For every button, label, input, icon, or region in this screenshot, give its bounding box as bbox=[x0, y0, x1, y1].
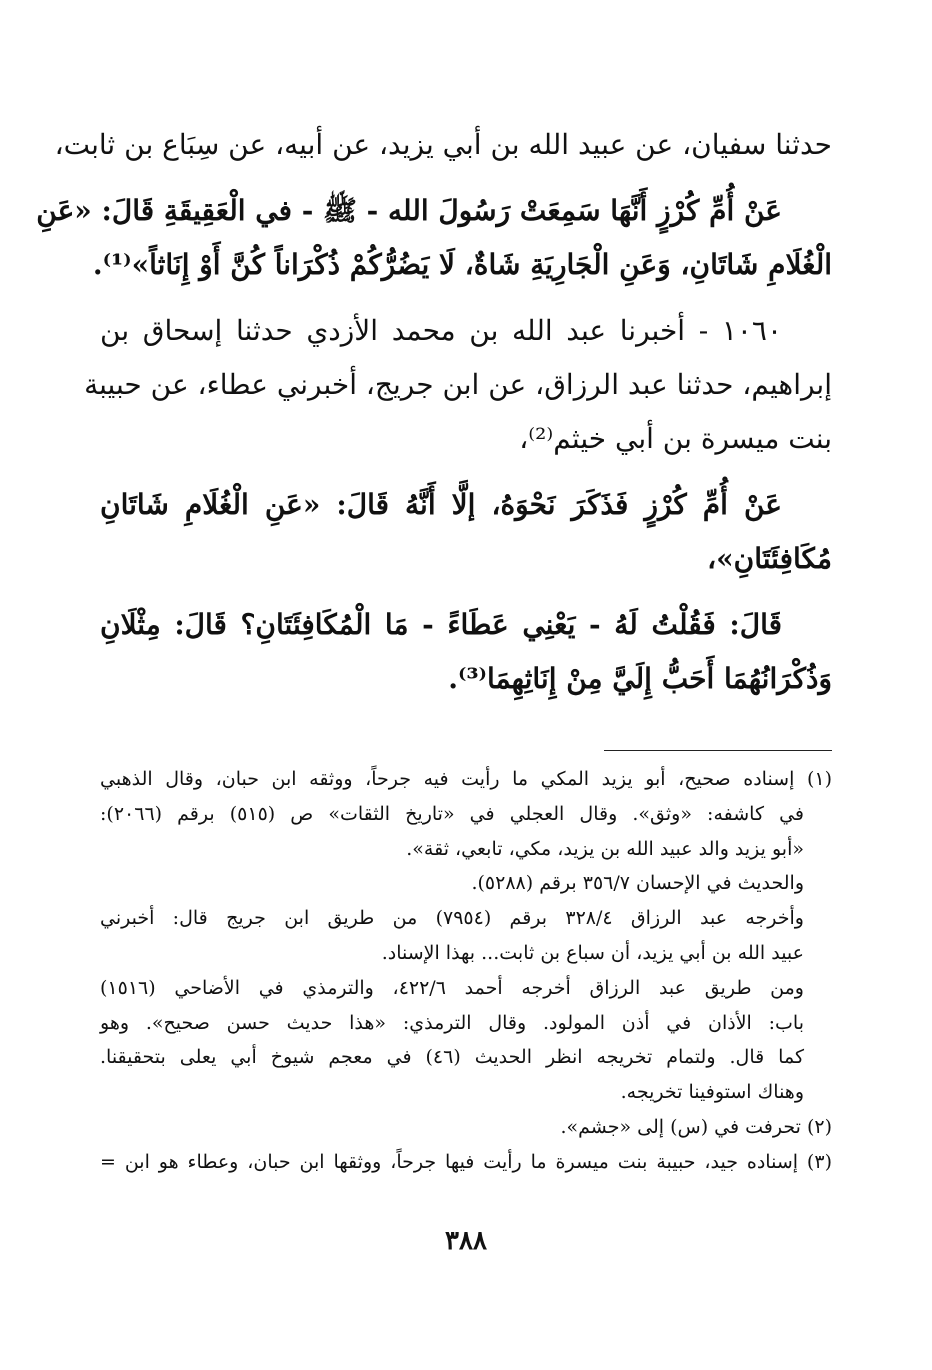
footnote-line: وأخرجه عبد الرزاق ٣٢٨/٤ برقم (٧٩٥٤) من طريق ابن جريج قال: أخبرني bbox=[100, 907, 804, 930]
footnote-line: عبيد الله بن أبي يزيد، أن سباع بن ثابت... بهذا الإسناد. bbox=[381, 941, 804, 964]
footnote-line: باب: الأذان في أذن المولود. وقال الترمذي: «هذا حديث حسن صحيح». وهو bbox=[100, 1011, 804, 1034]
hadith-line: عَنْ أُمِّ كُرْزٍ أَنَّهَا سَمِعَتْ رَسُولَ الله - ﷺ - في الْعَقِيقَةِ قَالَ: «عَنِ bbox=[36, 194, 782, 227]
footnote-divider bbox=[604, 750, 832, 751]
hadith-line: الْغُلَامِ شَاتَانِ، وَعَنِ الْجَارِيَةِ شَاةٌ، لَا يَضُرُّكُمْ ذُكْرَاناً كُنَّ أَوْ إِنَاثاً»⁽¹⁾. bbox=[92, 248, 832, 281]
hadith-line: وَذُكْرَانُهُمَا أَحَبُّ إِلَيَّ مِنْ إِنَاثِهِمَا⁽³⁾. bbox=[448, 662, 832, 695]
hadith-line: مُكَافِئَتَانِ»، bbox=[707, 542, 832, 575]
hadith-line: عَنْ أُمِّ كُرْزٍ فَذَكَرَ نَحْوَهُ، إلَّا أَنَّهُ قَالَ: «عَنِ الْغُلَامِ شَاتَانِ bbox=[100, 488, 782, 521]
footnote-line: وهناك استوفينا تخريجه. bbox=[620, 1081, 804, 1104]
page-number: ٣٨٨ bbox=[445, 1226, 487, 1256]
footnote-line: في كاشفه: «وثق». وقال العجلي في «تاريخ الثقات» ص (٥١٥) برقم (٢٠٦٦): bbox=[100, 802, 805, 825]
footnote-line: «أبو يزيد والد عبيد الله بن يزيد، مكي، تابعي، ثقة». bbox=[406, 837, 804, 860]
isnad-line: بنت ميسرة بن أبي خيثم⁽²⁾، bbox=[519, 422, 832, 455]
footnote-line: والحديث في الإحسان ٣٥٦/٧ برقم (٥٢٨٨). bbox=[471, 872, 804, 895]
footnotes bbox=[100, 762, 832, 1180]
footnote-line: كما قال. ولتمام تخريجه انظر الحديث (٤٦) في معجم شيوخ أبي يعلى بتحقيقنا. bbox=[100, 1046, 804, 1069]
footnote-line: ومن طريق عبد الرزاق أخرجه أحمد ٤٢٢/٦، والترمذي في الأضاحي (١٥١٦) bbox=[100, 976, 804, 999]
main-text bbox=[36, 118, 832, 706]
isnad-line: إبراهيم، حدثنا عبد الرزاق، عن ابن جريج، أخبرني عطاء، عن حبيبة bbox=[84, 368, 832, 401]
footnote-line: (٣) إسناده جيد، حبيبة بنت ميسرة ما رأيت فيها جرحاً، ووثقها ابن حبان، وعطاء هو ابن = bbox=[100, 1150, 832, 1173]
footnote-line: (٢) تحرفت في (س) إلى «جشم». bbox=[560, 1115, 832, 1138]
hadith-line: قَالَ: فَقُلْتُ لَهُ - يَعْنِي عَطَاءً - مَا الْمُكَافِئَتَانِ؟ قَالَ: مِثْلَانِ bbox=[100, 608, 782, 641]
isnad-line: ١٠٦٠ - أخبرنا عبد الله بن محمد الأزدي حدثنا إسحاق بن bbox=[100, 314, 782, 347]
footnote-line: (١) إسناده صحيح، أبو يزيد المكي ما رأيت فيه جرحاً، ووثقه ابن حبان، وقال الذهبي bbox=[100, 768, 832, 790]
text-line: حدثنا سفيان، عن عبيد الله بن أبي يزيد، عن أبيه، عن سِبَاع بن ثابت، bbox=[54, 128, 832, 161]
